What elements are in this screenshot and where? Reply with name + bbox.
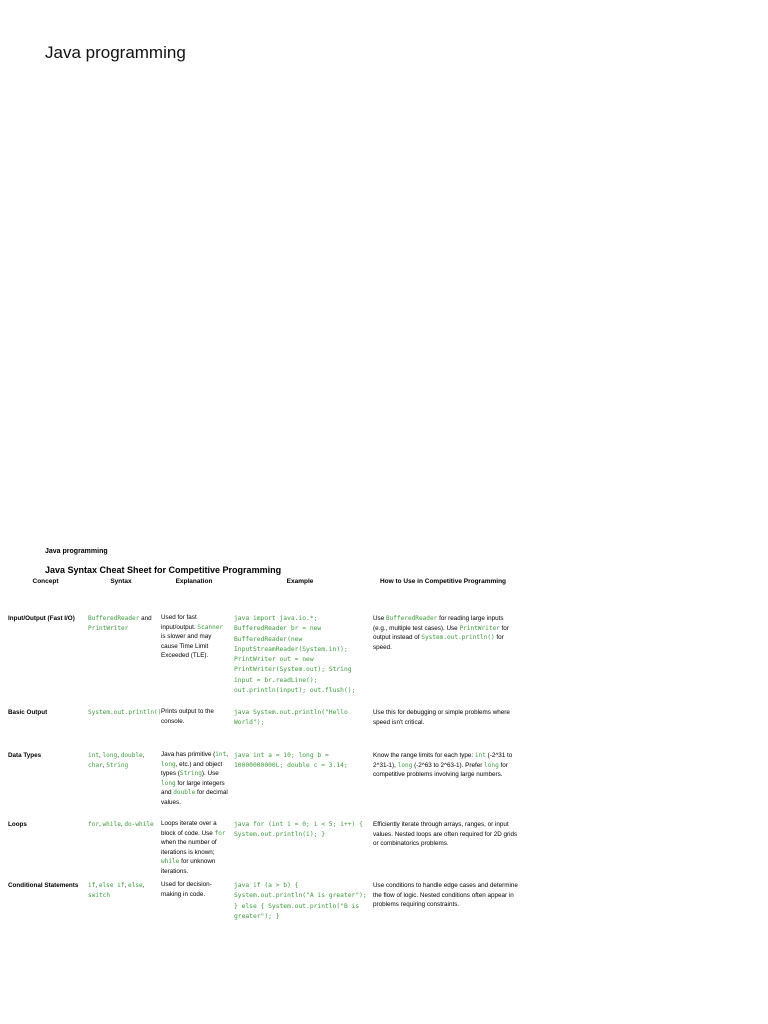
how-to-use-cell bbox=[373, 708, 518, 727]
text-run: , etc.) and object types ( bbox=[161, 760, 223, 778]
code-token: for bbox=[214, 829, 226, 837]
text-run: , bbox=[124, 882, 129, 889]
text-run: when the number of iterations is known; bbox=[161, 839, 217, 856]
syntax-cell bbox=[88, 751, 158, 770]
text-run: , bbox=[142, 882, 145, 889]
header-example: Example bbox=[286, 578, 314, 585]
code-token: int bbox=[474, 752, 486, 759]
example-cell: java if (a > b) { System.out.println("A is greater"); } else { System.out.println("B is greater"); } bbox=[234, 882, 367, 920]
text-run: Use conditions to handle edge cases and determine the flow of logic. Nested conditions often appear in problems requiring constraints. bbox=[373, 882, 518, 909]
code-token: long bbox=[161, 779, 176, 787]
code-token: for bbox=[88, 821, 100, 828]
code-token: while bbox=[102, 821, 121, 828]
explanation-cell bbox=[161, 819, 229, 877]
code-token: char bbox=[88, 761, 103, 769]
code-token: while bbox=[161, 858, 180, 866]
explanation-cell bbox=[161, 750, 229, 808]
code-token: PrintWriter bbox=[459, 624, 500, 632]
explanation-cell bbox=[161, 613, 229, 661]
text-run: for reading large inputs (e.g., multiple test cases). Use bbox=[373, 615, 504, 632]
code-token: if bbox=[88, 882, 96, 889]
text-run: , bbox=[142, 752, 145, 759]
code-token: BufferedReader bbox=[385, 615, 438, 622]
example-cell: java for (int i = 0; i < 5; i++) { System.out.println(i); } bbox=[234, 821, 363, 839]
explanation-cell bbox=[161, 707, 229, 726]
text-run: Prints output to the console. bbox=[161, 708, 214, 725]
concept-cell: Basic Output bbox=[8, 709, 48, 716]
text-run: Use bbox=[373, 615, 386, 622]
code-token: String bbox=[106, 761, 129, 769]
text-run: ). Use bbox=[201, 770, 219, 778]
text-run: Java has primitive ( bbox=[161, 751, 216, 758]
text-run: for unknown iterations. bbox=[161, 858, 216, 875]
text-run: is slower and may cause Time Limit Exceeded (TLE). bbox=[161, 633, 212, 660]
code-token: long bbox=[397, 761, 413, 769]
code-token: Scanner bbox=[197, 623, 224, 631]
text-run: for competitive problems involving large numbers. bbox=[373, 761, 508, 779]
code-token: System.out.println() bbox=[88, 709, 162, 716]
code-token: System.out.println() bbox=[421, 634, 495, 642]
header-explanation: Explanation bbox=[175, 578, 213, 585]
syntax-cell bbox=[88, 881, 158, 900]
example-cell: java System.out.println("Hello World"); bbox=[234, 709, 348, 727]
text-run: (-2^63 to 2^63-1). Prefer bbox=[412, 761, 485, 769]
text-run: for speed. bbox=[373, 634, 504, 651]
header-syntax: Syntax bbox=[110, 578, 132, 585]
document-title: Java programming bbox=[45, 43, 186, 62]
text-run: Know the range limits for each type: bbox=[373, 752, 475, 759]
code-token: int bbox=[215, 751, 227, 758]
text-run: for output instead of bbox=[373, 624, 509, 642]
cheat-sheet-title: Java Syntax Cheat Sheet for Competitive Programming bbox=[45, 565, 282, 575]
how-to-use-cell bbox=[373, 881, 518, 910]
text-run: (-2^31 to 2^31-1), bbox=[373, 752, 513, 769]
code-token: String bbox=[179, 770, 202, 778]
text-run: Used for decision-making in code. bbox=[161, 881, 212, 898]
text-run: , bbox=[95, 882, 99, 889]
syntax-cell bbox=[88, 614, 158, 633]
text-run: , bbox=[99, 752, 103, 759]
text-run: Loops iterate over a block of code. Use bbox=[161, 820, 217, 837]
example-cell: java import java.io.*; BufferedReader br = new BufferedReader(new InputStreamReader(System.in)); PrintWriter out = new PrintWriter(System.out); String input = br.readLine(); out.println(input); out.flush(); bbox=[234, 615, 356, 695]
text-run: Used for fast input/output. bbox=[161, 614, 198, 631]
text-run: , bbox=[102, 761, 107, 769]
concept-cell: Loops bbox=[8, 821, 27, 828]
concept-cell: Data Types bbox=[8, 752, 42, 759]
text-run: , bbox=[120, 821, 125, 828]
header-concept: Concept bbox=[32, 578, 59, 585]
code-token: long bbox=[102, 752, 118, 759]
concept-cell: Input/Output (Fast I/O) bbox=[8, 615, 75, 622]
concept-cell: Conditional Statements bbox=[8, 882, 79, 889]
code-token: int bbox=[88, 752, 100, 759]
code-token: PrintWriter bbox=[88, 624, 129, 632]
section-heading: Java programming bbox=[45, 548, 108, 555]
how-to-use-cell bbox=[373, 820, 518, 849]
text-run: for large integers and bbox=[161, 779, 225, 797]
syntax-cell bbox=[88, 820, 158, 830]
code-token: else bbox=[128, 882, 143, 889]
example-cell: java int a = 10; long b = 10000000000L; double c = 3.14; bbox=[234, 752, 348, 770]
code-token: switch bbox=[88, 891, 111, 899]
text-run: and bbox=[139, 615, 152, 622]
how-to-use-cell bbox=[373, 614, 518, 652]
syntax-cell bbox=[88, 708, 162, 718]
code-token: long bbox=[484, 761, 499, 769]
header-how: How to Use in Competitive Programming bbox=[379, 578, 507, 585]
code-token: else if bbox=[98, 882, 125, 889]
how-to-use-cell bbox=[373, 751, 518, 780]
code-token: double bbox=[173, 789, 196, 797]
text-run: Efficiently iterate through arrays, ranges, or input values. Nested loops are often required for 2D grids or combinatorics problems. bbox=[373, 821, 518, 848]
code-token: double bbox=[120, 752, 143, 759]
text-run: , bbox=[117, 752, 121, 759]
text-run: , bbox=[226, 751, 229, 758]
text-run: Use this for debugging or simple problems where speed isn't critical. bbox=[373, 709, 510, 726]
code-token: BufferedReader bbox=[88, 615, 140, 622]
text-run: for decimal values. bbox=[161, 789, 228, 806]
text-run: , bbox=[99, 821, 103, 828]
code-token: do-while bbox=[124, 821, 154, 828]
explanation-cell bbox=[161, 880, 229, 899]
code-token: long bbox=[161, 760, 176, 768]
